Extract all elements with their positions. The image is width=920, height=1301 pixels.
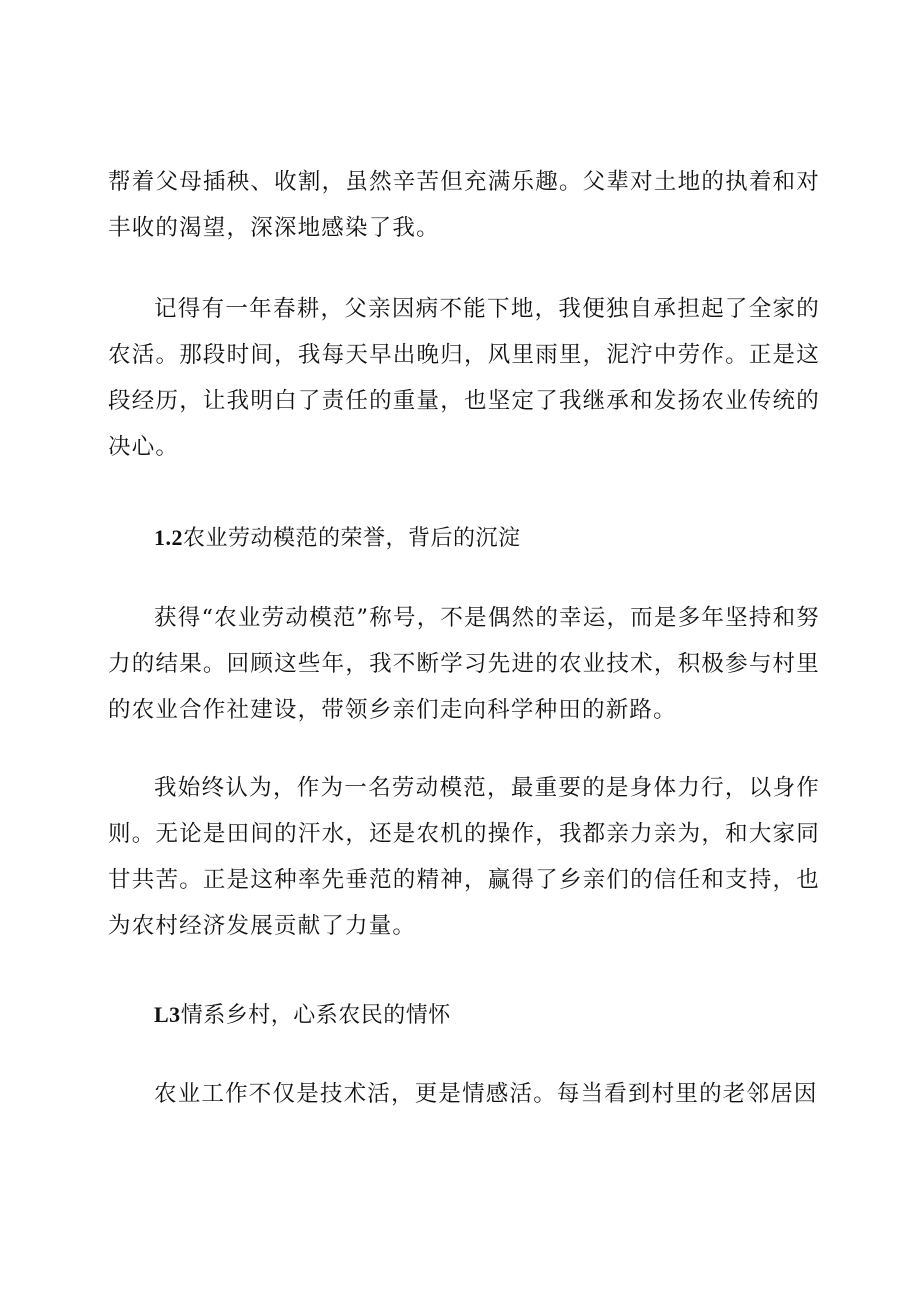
section-heading-1-3: [154, 992, 794, 1039]
paragraph-1: 帮着父母插秧、收割，虽然辛苦但充满乐趣。父辈对土地的执着和对丰收的渴望，深深地感染了我。: [108, 169, 820, 241]
section-heading-title: 情系乡村，心系农民的情怀: [180, 1003, 451, 1028]
paragraph-2: 记得有一年春耕，父亲因病不能下地，我便独自承担起了全家的农活。那段时间，我每天早出晚归，风里雨里，泥泞中劳作。正是这段经历，让我明白了责任的重量，也坚定了我继承和发扬农业传统的决心。: [108, 296, 820, 460]
paragraph-3: 获得“农业劳动模范”称号，不是偶然的幸运，而是多年坚持和努力的结果。回顾这些年，我不断学习先进的农业技术，积极参与村里的农业合作社建设，带领乡亲们走向科学种田的新路。: [108, 605, 820, 723]
section-heading-title: 农业劳动模范的荣誉，背后的沉淀: [183, 526, 521, 551]
paragraph-5: 农业工作不仅是技术活，更是情感活。每当看到村里的老邻居因: [154, 1081, 818, 1107]
section-heading-1-2: [154, 515, 794, 562]
section-heading-number: 1.2: [154, 525, 183, 550]
paragraph-4: 我始终认为，作为一名劳动模范，最重要的是身体力行，以身作则。无论是田间的汗水，还是农机的操作，我都亲力亲为，和大家同甘共苦。正是这种率先垂范的精神，赢得了乡亲们的信任和支持，也为农村经济发展贡献了力量。: [108, 775, 820, 939]
section-heading-number: L3: [154, 1002, 181, 1027]
